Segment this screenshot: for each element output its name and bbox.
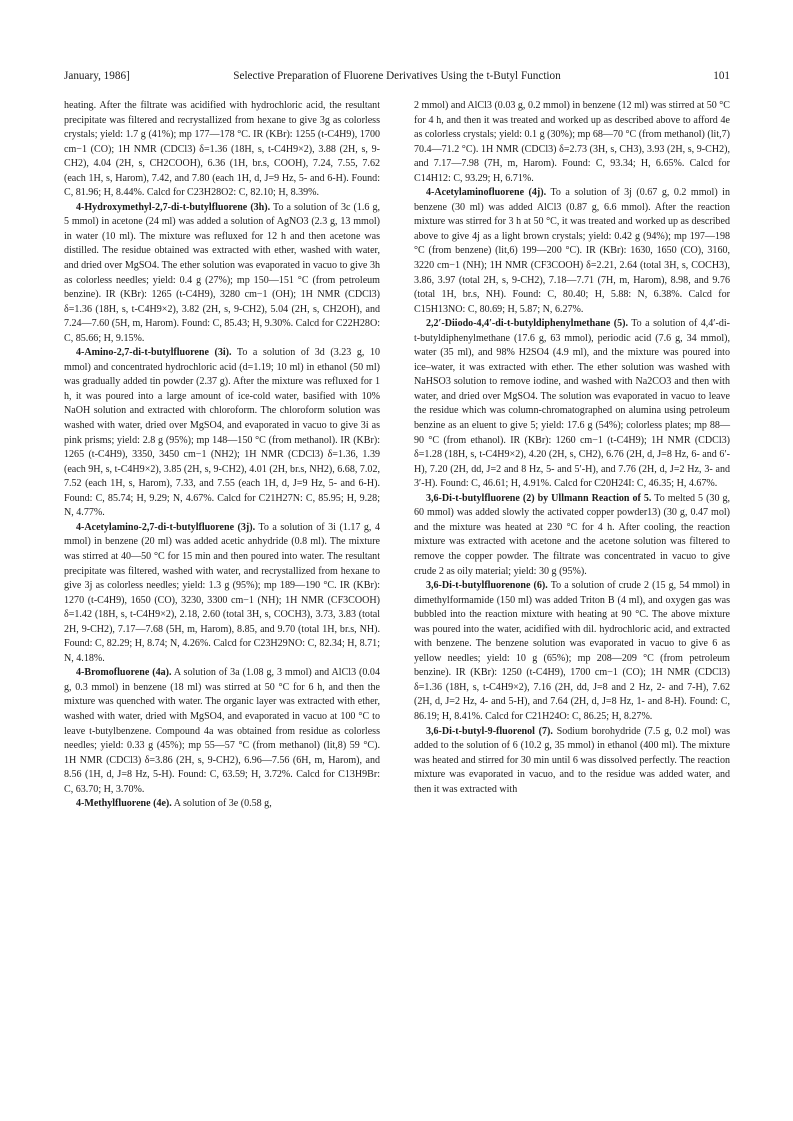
compound-heading: 3,6-Di-t-butyl-9-fluorenol (7). bbox=[426, 725, 553, 737]
header-title: Selective Preparation of Fluorene Derivatives Using the t-Butyl Function bbox=[233, 70, 561, 82]
paragraph-text: To a solution of 3j (0.67 g, 0.2 mmol) in benzene (30 ml) was added AlCl3 (0.87 g, 6.6 mmol). After the reaction mixture was stirred for 3 h at 50 °C, it was treated and worked up as described above to give 4j as a light brown crystals; yield: 0.42 g (94%); mp 197—198 °C (from benzene) (lit,6) 199—200 °C). IR (KBr): 1630, 1650 (CO), 3160, 3220 cm−1 (NH); 1H NMR (CF3COOH) δ=2.21, 2.64 (total 3H, s, COCH3), 3.86, 3.97 (total 2H, s, 9-CH2), 7.18—7.71 (7H, m, Harom), 8.98, and 9.76 (total 1H, br.s, NH). Found: C, 80.40; H, 5.88: N, 6.38%. Calcd for C15H13NO: C, 80.69; H, 5.87; N, 6.27%. bbox=[414, 187, 730, 315]
paragraph bbox=[414, 317, 730, 492]
compound-heading: 4-Methylfluorene (4e). bbox=[76, 798, 172, 810]
paragraph-text: A solution of 3e (0.58 g, bbox=[173, 798, 272, 810]
compound-heading: 4-Acetylamino-2,7-di-t-butylfluorene (3j). bbox=[76, 521, 256, 533]
paragraph bbox=[64, 797, 380, 812]
compound-heading: 3,6-Di-t-butylfluorene (2) by Ullmann Reaction of 5. bbox=[426, 492, 652, 504]
compound-heading: 2,2′-Diiodo-4,4′-di-t-butyldiphenylmethane (5). bbox=[426, 318, 628, 330]
compound-heading: 4-Amino-2,7-di-t-butylfluorene (3i). bbox=[76, 347, 232, 359]
right-column bbox=[414, 99, 730, 797]
paragraph bbox=[64, 201, 380, 346]
compound-heading: 4-Bromofluorene (4a). bbox=[76, 667, 172, 679]
paragraph-text: heating. After the filtrate was acidified with hydrochloric acid, the resultant precipitate was filtered and recrystallized from hexane to give 3g as colorless crystals; yield: 1.7 g (41%); mp 177—178 °C. IR (KBr): 1255 (t-C4H9), 1700 cm−1 (CO); 1H NMR (CDCl3) δ=1.36 (18H, s, t-C4H9×2), 3.88 (2H, s, 9-CH2), 4.04 (2H, s, CH2COOH), 6.36 (1H, br.s, COOH), 7.24, 7.55, 7.62 (each 1H, s, Harom), 7.42, and 7.80 (each 1H, d, J=9 Hz, 5- and 6-H). Found: C, 81.96; H, 8.44%. Calcd for C23H28O2: C, 82.10; H, 8.39%. bbox=[64, 100, 380, 199]
paragraph-text: Sodium borohydride (7.5 g, 0.2 mol) was added to the solution of 6 (10.2 g, 35 mmol) in ethanol (400 ml). The mixture was heated and stirred for 30 min until 6 was dissolved perfectly. The reaction mixture was evaporated in vacuo, and to the residue was added water, and then it was extracted with bbox=[414, 725, 730, 795]
paragraph-text: To a solution of 3i (1.17 g, 4 mmol) in benzene (20 ml) was added acetic anhydride (0.8 ml). The mixture was stirred at 40—50 °C for 15 min and then poured into water. The resultant precipitate was filtered, washed with water, and recrystallized from hexane to give 3j as colorless needles; yield: 1.3 g (95%); mp 189—190 °C. IR (KBr): 1270 (t-C4H9), 1650 (CO), 3230, 3300 cm−1 (NH); 1H NMR (CF3COOH) δ=1.42 (18H, s, t-C4H9×2), 2.18, 2.60 (total 3H, s, COCH3), 3.73, 3.83 (total 2H, 9-CH2), 7.17—7.68 (5H, m, Harom), 8.85, and 9.70 (total 1H, br.s, NH). Found: C, 82.29; H, 8.74; N, 4.26%. Calcd for C23H29NO: C, 82.34; H, 8.71; N, 4.18%. bbox=[64, 521, 380, 664]
compound-heading: 4-Hydroxymethyl-2,7-di-t-butylfluorene (3h). bbox=[76, 201, 271, 213]
paragraph-text: To melted 5 (30 g, 60 mmol) was added slowly the activated copper powder13) (30 g, 0.47 mol) and the mixture was heated at 230 °C for 4 h. After cooling, the reaction mixture was extracted with acetone and the acetone solution was filtered to remove the copper powder. The filtrate was concentrated in vacuo to give crude 2 as oily material; yield: 30 g (95%). bbox=[414, 492, 731, 577]
page-number: 101 bbox=[713, 70, 730, 82]
paragraph-text: To a solution of 4,4′-di-t-butyldiphenylmethane (17.6 g, 63 mmol), periodic acid (7.6 g, 34 mmol), water (35 ml), and 98% H2SO4 (4.9 ml), and the mixture was poured into ice–water, it was extracted with ether. The ether solution was washed with NaHSO3 solution to remove iodine, and washed with Na2CO3 and then with water, and dried over MgSO4. The solution was evaporated in vacuo to leave the residue which was column-chromatographed on alumina using petroleum benzine as an eluent to give 5; yield: 17.6 g (54%); colorless plates; mp 88—90 °C (from ethanol). IR (KBr): 1260 cm−1 (t-C4H9); 1H NMR (CDCl3) δ=1.28 (18H, s, t-C4H9×2), 4.20 (2H, s, CH2), 6.76 (2H, d, J=8 Hz, 6- and 6′-H), 7.20 (2H, dd, J=2 and 8 Hz, 5- and 5′-H), and 7.76 (2H, d, J=2 Hz, 3- and 3′-H). Found: C, 46.61; H, 4.91%. Calcd for C20H24I: C, 46.35; H, 4.67%. bbox=[414, 318, 730, 490]
paragraph bbox=[64, 666, 380, 797]
header-date: January, 1986] bbox=[64, 70, 130, 82]
paragraph-text: To a solution of crude 2 (15 g, 54 mmol) in dimethylformamide (150 ml) was added Triton B (4 ml), and oxygen gas was bubbled into the reaction mixture with heating at 90 °C. The above mixture was poured into the water, acidified with dil. hydrochloric acid, and extracted with benzene. The benzene solution was evaporated in vacuo to give 6 as yellow needles; yield: 10 g (65%); mp 208—209 °C (from petroleum benzine). IR (KBr): 1250 (t-C4H9), 1700 cm−1 (CO); 1H NMR (CDCl3) δ=1.36 (18H, s, t-C4H9×2), 7.16 (2H, dd, J=8 and 2 Hz, 2- and 7-H), 7.62 (2H, d, J=2 Hz, 4- and 5-H), and 7.64 (2H, d, J=8 Hz, 1- and 8-H). Found: C, 86.19; H, 8.41%. Calcd for C21H24O: C, 86.25; H, 8.27%. bbox=[414, 580, 730, 722]
paragraph bbox=[64, 521, 380, 666]
paragraph bbox=[414, 492, 730, 579]
paragraph bbox=[414, 725, 730, 798]
paragraph-text: A solution of 3a (1.08 g, 3 mmol) and AlCl3 (0.04 g, 0.3 mmol) in benzene (18 ml) was stirred at 50 °C for 6 h, and then the mixture was quenched with water. The organic layer was extracted with ether, washed with water, dried with MgSO4, and evaporated in vacuo at 100 °C to leave t-butylbenzene. Compound 4a was obtained from residue as colorless needles; yield: 0.33 g (45%); mp 55—57 °C (from methanol) (lit,8) 59 °C). 1H NMR (CDCl3) δ=3.86 (2H, s, 9-CH2), 6.96—7.56 (6H, m, Harom), and 8.56 (1H, d, J=8 Hz, 5-H). Found: C, 63.59; H, 3.72%. Calcd for C13H9Br: C, 63.70; H, 3.70%. bbox=[64, 667, 380, 795]
running-header bbox=[64, 70, 730, 86]
paragraph bbox=[414, 186, 730, 317]
left-column bbox=[64, 99, 380, 812]
compound-heading: 3,6-Di-t-butylfluorenone (6). bbox=[426, 580, 548, 592]
compound-heading: 4-Acetylaminofluorene (4j). bbox=[426, 187, 547, 199]
paragraph-text: To a solution of 3c (1.6 g, 5 mmol) in acetone (24 ml) was added a solution of AgNO3 (2.3 g, 13 mmol) in water (10 ml). The mixture was refluxed for 12 h and then acetone was distilled. The residue obtained was extracted with ether, washed with water, and dried over MgSO4. The ether solution was evaporated in vacuo to give 3h as colorless needles; yield: 0.4 g (27%); mp 150—151 °C (from petroleum benzine). IR (KBr): 1265 (t-C4H9), 3280 cm−1 (OH); 1H NMR (CDCl3) δ=1.36 (18H, s, t-C4H9×2), 3.82 (2H, s, 9-CH2), 5.04 (2H, s, CH2OH), and 7.24—7.60 (5H, m, Harom). Found: C, 85.43; H, 9.30%. Calcd for C22H28O: C, 85.66; H, 9.15%. bbox=[64, 201, 380, 344]
paragraph bbox=[64, 99, 380, 201]
paragraph-text: 2 mmol) and AlCl3 (0.03 g, 0.2 mmol) in benzene (12 ml) was stirred at 50 °C for 4 h, and then it was treated and worked up as described above to afford 4e as colorless crystals; yield: 0.1 g (30%); mp 68—70 °C (from methanol) (lit,7) 70.4—71.2 °C). 1H NMR (CDCl3) δ=2.73 (3H, s, CH3), 3.93 (2H, s, 9-CH2), and 7.17—7.98 (7H, m, Harom). Found: C, 93.34; H, 6.65%. Calcd for C14H12: C, 93.29; H, 6.71%. bbox=[414, 100, 730, 184]
paragraph-text: To a solution of 3d (3.23 g, 10 mmol) and concentrated hydrochloric acid (d=1.19; 10 ml) in ethanol (50 ml) was gradually added tin powder (2.37 g). After the mixture was refluxed for 1 h, it was poured into a large amount of ice-cold water, basified with 10% NaOH solution and extracted with chloroform. The chloroform solution was washed with water, dried over MgSO4, and evaporated in vacuo to give 3i as pink prisms; yield: 2.8 g (95%); mp 148—150 °C (from methanol). IR (KBr): 1265 (t-C4H9), 3350, 3450 cm−1 (NH2); 1H NMR (CDCl3) δ=1.36, 1.39 (each 9H, s, t-C4H9×2), 3.85 (2H, s, 9-CH2), 4.01 (2H, br.s, NH2), 6.68, 7.02, 7.52 (each 1H, s, Harom), 7.33, and 7.55 (each 1H, d, J=9 Hz, 5- and 6-H). Found: C, 85.74; H, 9.29; N, 4.67%. Calcd for C21H27N: C, 85.95; H, 9.28; N, 4.77%. bbox=[64, 347, 380, 519]
paragraph bbox=[64, 346, 380, 521]
paragraph bbox=[414, 99, 730, 186]
paragraph bbox=[414, 579, 730, 724]
